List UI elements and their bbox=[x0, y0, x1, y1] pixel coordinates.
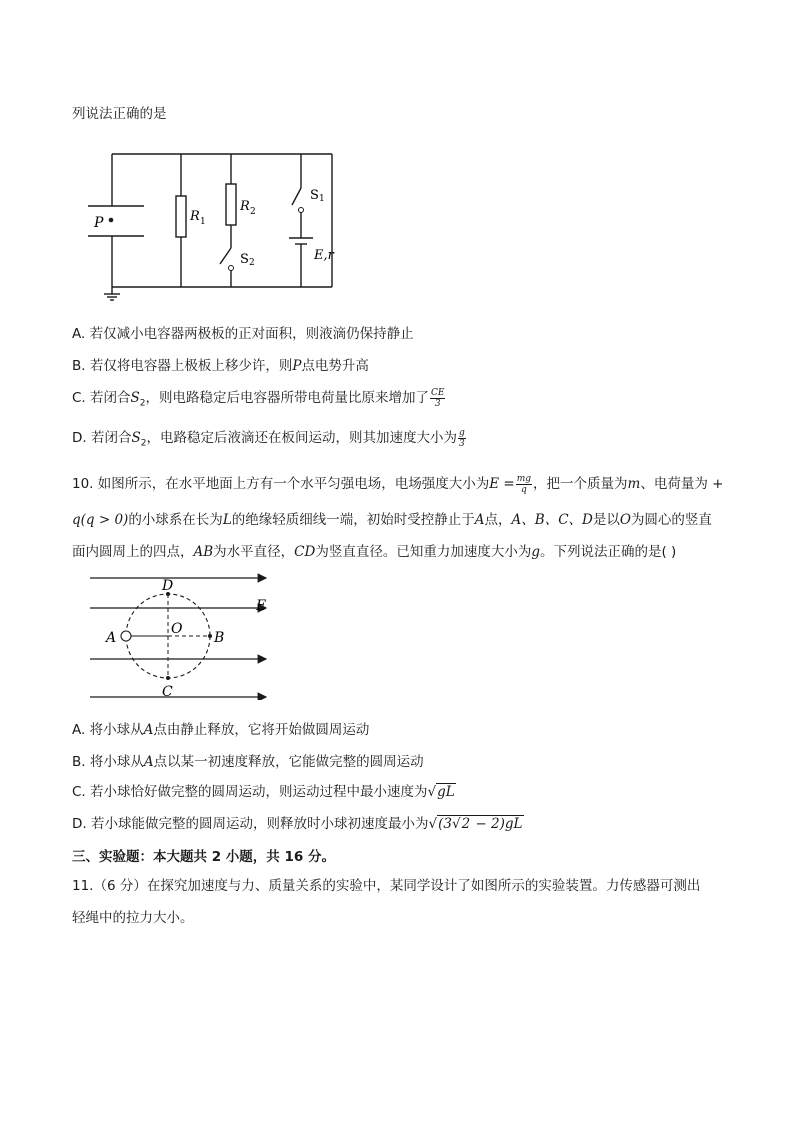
q9-stem-tail: 列说法正确的是 bbox=[72, 106, 167, 122]
s2-sub: 2 bbox=[249, 258, 255, 268]
s1-label: S bbox=[310, 188, 319, 203]
r1-sub: 1 bbox=[200, 217, 206, 227]
point-d-label: D bbox=[162, 578, 174, 594]
r2-sub: 2 bbox=[250, 207, 256, 217]
r2-label: R bbox=[240, 199, 250, 214]
q11-line1: 11.（6 分）在探究加速度与力、质量关系的实验中，某同学设计了如图所示的实验装置。力传感器可测出 bbox=[72, 878, 701, 894]
point-b-label: B bbox=[214, 630, 225, 646]
s2-label: S bbox=[240, 252, 249, 267]
q11-line2: 轻绳中的拉力大小。 bbox=[72, 910, 194, 926]
s1-sub: 1 bbox=[319, 194, 325, 204]
source-label: E,r bbox=[314, 248, 334, 263]
q9-option-b: B. 若仅将电容器上极板上移少许，则P点电势升高 bbox=[72, 358, 369, 374]
section-3-heading: 三、实验题：本大题共 2 小题，共 16 分。 bbox=[72, 849, 336, 865]
q10-option-a: A. 将小球从A点由静止释放，它将开始做圆周运动 bbox=[72, 722, 370, 738]
q9-option-c: C. 若闭合$S_2$，则电路稳定后电容器所带电荷量比原来增加了 $\frac{CE}{3}$ bbox=[72, 387, 445, 409]
q9-option-d: D. 若闭合$S_2$，电路稳定后液滴还在板间运动，则其加速度大小为 $\frac{g}{3}$ bbox=[72, 427, 465, 449]
q10-field-diagram bbox=[84, 570, 284, 700]
q10-stem-line1: 10. 如图所示，在水平地面上方有一个水平匀强电场，电场强度大小为E = $\frac{mg}{q}$ ，把一个质量为m、电荷量为 + bbox=[72, 473, 724, 495]
r1-label: R bbox=[190, 209, 200, 224]
q10-option-d: D. 若小球能做完整的圆周运动，则释放时小球初速度最小为√(3√2 − 2)gL bbox=[72, 816, 523, 832]
q10-stem-line3: 面内圆周上的四点，AB为水平直径，CD为竖直直径。已知重力加速度大小为g。下列说法正确的是( ) bbox=[72, 544, 677, 560]
point-a-label: A bbox=[106, 630, 117, 646]
point-c-label: C bbox=[162, 684, 173, 700]
point-o-label: O bbox=[171, 621, 183, 637]
field-e-label: E bbox=[256, 598, 267, 614]
capacitor-label: P bbox=[94, 215, 104, 231]
q9-option-a: A. 若仅减小电容器两极板的正对面积，则液滴仍保持静止 bbox=[72, 326, 414, 342]
q10-stem-line2: q(q > 0)的小球系在长为L的绝缘轻质细线一端，初始时受控静止于A点，A、B、C、D是以O为圆心的竖直 bbox=[72, 512, 712, 528]
q9-circuit-diagram bbox=[80, 148, 360, 306]
q10-option-c: C. 若小球恰好做完整的圆周运动，则运动过程中最小速度为√gL bbox=[72, 784, 455, 800]
q10-option-b: B. 将小球从A点以某一初速度释放，它能做完整的圆周运动 bbox=[72, 754, 424, 770]
